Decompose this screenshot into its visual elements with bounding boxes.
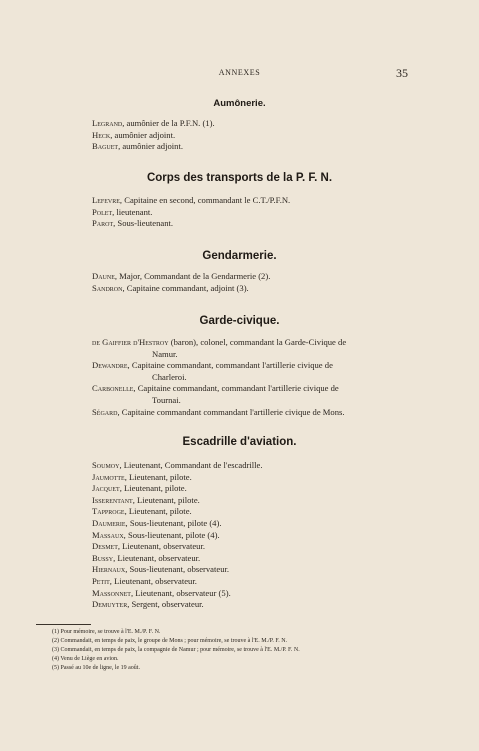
section-title-aumonerie: Aumônerie.	[213, 98, 266, 109]
list-item: Ségard, Capitaine commandant commandant l'artillerie civique de Mons.	[92, 406, 345, 417]
list-item: Polet, lieutenant.	[92, 206, 153, 217]
list-item: Heck, aumônier adjoint.	[92, 129, 176, 140]
section-transports-list	[92, 195, 422, 230]
footnote: (1) Pour mémoire, se trouve à l'E. M./P. F. N.	[52, 629, 161, 635]
list-item: Tapproge, Lieutenant, pilote.	[92, 506, 192, 517]
footnote: (5) Passé au 10e de ligne, le 19 août.	[52, 665, 140, 671]
list-item: Bussy, Lieutenant, observateur.	[92, 552, 201, 563]
list-item-continuation: Charleroi.	[152, 371, 187, 382]
list-item: Daune, Major, Commandant de la Gendarmerie (2).	[92, 271, 271, 281]
footnote: (2) Commandait, en temps de paix, le groupe de Mons ; pour mémoire, se trouve à l'E. M./P. F. N.	[52, 638, 288, 644]
section-escadrille-list	[92, 460, 422, 611]
list-item: Massaux, Sous-lieutenant, pilote (4).	[92, 529, 220, 540]
running-head: ANNEXES	[218, 68, 261, 77]
list-item: Hiernaux, Sous-lieutenant, observateur.	[92, 564, 230, 575]
section-aumonerie-list	[92, 118, 422, 153]
list-item: Petit, Lieutenant, observateur.	[92, 575, 197, 586]
list-item: Desmet, Lieutenant, observateur.	[92, 541, 205, 552]
list-item: Demuyter, Sergent, observateur.	[92, 599, 204, 610]
list-item: de Gaiffier d'Hestroy (baron), colonel, commandant la Garde-Civique de	[92, 337, 347, 347]
list-item: Daumerie, Sous-lieutenant, pilote (4).	[92, 517, 222, 528]
section-title-escadrille: Escadrille d'aviation.	[182, 436, 297, 448]
section-title-gendarmerie: Gendarmerie.	[202, 250, 277, 262]
footnote: (3) Commandait, en temps de paix, la compagnie de Namur ; pour mémoire, se trouve à l'E. M./P. F. N.	[52, 647, 300, 653]
section-garde-civique-list	[92, 337, 422, 418]
section-title-transports: Corps des transports de la P. F. N.	[146, 172, 333, 184]
list-item: Legrand, aumônier de la P.F.N. (1).	[92, 118, 215, 128]
list-item: Carbonelle, Capitaine commandant, commandant l'artillerie civique de	[92, 383, 339, 394]
list-item: Dewandre, Capitaine commandant, commandant l'artillerie civique de	[92, 360, 333, 371]
footnotes	[52, 628, 472, 673]
list-item: Soumoy, Lieutenant, Commandant de l'escadrille.	[92, 460, 263, 470]
list-item: Baguet, aumônier adjoint.	[92, 141, 183, 152]
section-gendarmerie-list	[92, 271, 422, 294]
list-item-continuation: Namur.	[152, 348, 178, 359]
list-item: Lefevre, Capitaine en second, commandant le C.T./P.F.N.	[92, 195, 291, 205]
page-number: 35	[396, 66, 408, 80]
list-item-continuation: Tournai.	[152, 394, 181, 405]
list-item: Parot, Sous-lieutenant.	[92, 218, 174, 229]
list-item: Jaumotte, Lieutenant, pilote.	[92, 471, 192, 482]
footnote: (4) Venu de Liège en avion.	[52, 656, 119, 662]
list-item: Massonnet, Lieutenant, observateur (5).	[92, 587, 231, 598]
section-title-garde-civique: Garde-civique.	[199, 315, 280, 327]
footnote-divider	[36, 624, 91, 625]
list-item: Isserentant, Lieutenant, pilote.	[92, 494, 200, 505]
list-item: Jacquet, Lieutenant, pilote.	[92, 483, 187, 494]
list-item: Sandron, Capitaine commandant, adjoint (3).	[92, 282, 249, 293]
